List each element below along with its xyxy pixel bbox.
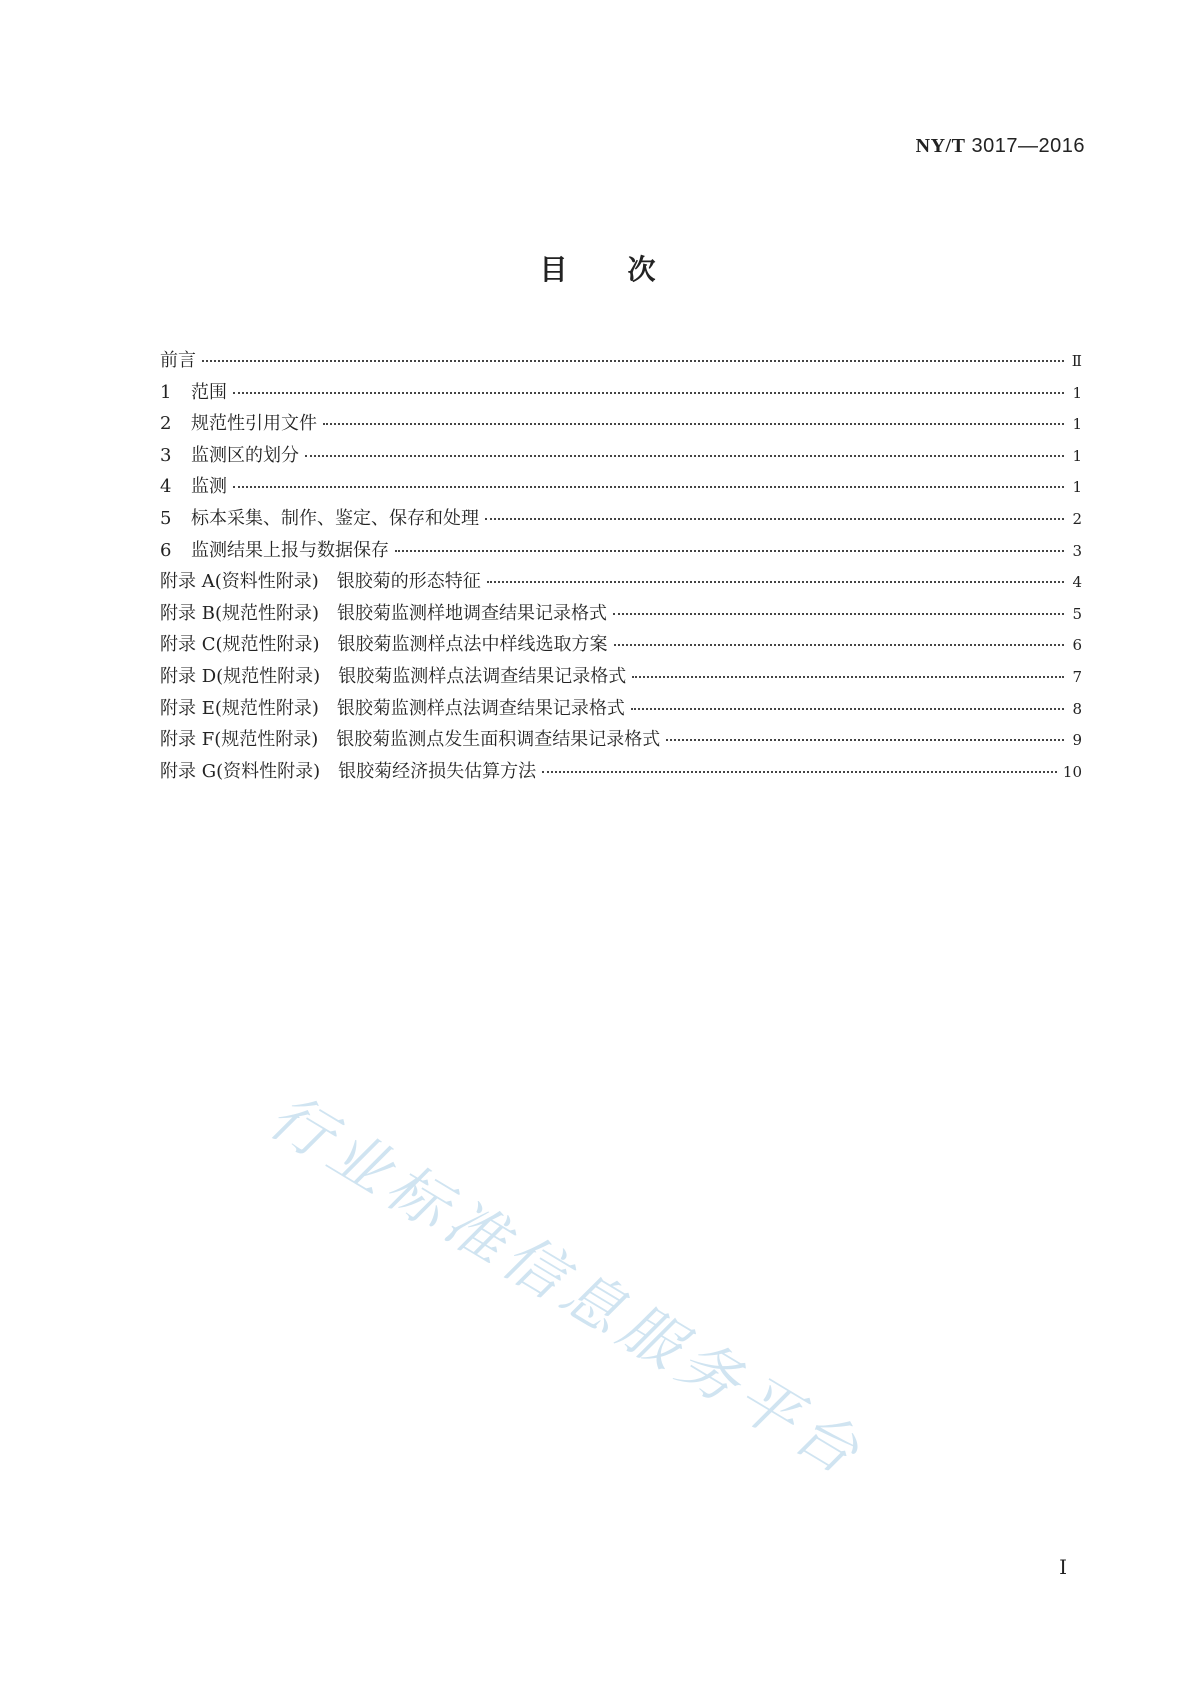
toc-entry-text: 附录 F(规范性附录) 银胶菊监测点发生面积调查结果记录格式 <box>160 729 661 751</box>
toc-entry-page: 6 <box>1072 636 1082 655</box>
toc-entry-text: 标本采集、制作、鉴定、保存和处理 <box>191 507 479 529</box>
toc-leader-dots <box>485 518 1064 520</box>
toc-entry-label <box>160 567 487 593</box>
toc-leader-dots <box>542 771 1057 773</box>
toc-leader-dots <box>614 644 1064 646</box>
toc-entry-text: 附录 G(资料性附录) 银胶菊经济损失估算方法 <box>160 760 537 782</box>
toc-entry-page: 8 <box>1072 699 1082 718</box>
toc-entry-label <box>160 441 305 467</box>
toc-entry-label <box>160 378 233 404</box>
toc-entry[interactable] <box>160 662 1082 694</box>
toc-entry[interactable] <box>160 409 1082 441</box>
toc-entry-text: 监测 <box>191 476 227 498</box>
toc-entry-number: 3 <box>160 444 172 466</box>
toc-entry-number: 1 <box>160 381 172 403</box>
standard-prefix: NY/T <box>915 135 966 157</box>
toc-entry-page: 7 <box>1072 667 1082 686</box>
toc-entry[interactable] <box>160 725 1082 757</box>
toc-entry[interactable] <box>160 346 1082 378</box>
toc-entry-label <box>160 630 614 656</box>
toc-leader-dots <box>305 455 1064 457</box>
toc-leader-dots <box>666 739 1064 741</box>
toc-entry-text: 规范性引用文件 <box>191 413 317 435</box>
toc-entry[interactable] <box>160 504 1082 536</box>
toc-entry-label <box>160 662 632 688</box>
toc-leader-dots <box>395 550 1064 552</box>
toc-leader-dots <box>202 360 1064 362</box>
toc-entry[interactable] <box>160 599 1082 631</box>
toc-title: 目次 <box>539 253 716 286</box>
table-of-contents <box>160 346 1082 788</box>
toc-leader-dots <box>613 613 1064 615</box>
toc-entry[interactable] <box>160 757 1082 789</box>
toc-entry-label <box>160 757 542 783</box>
toc-entry-label <box>160 725 666 751</box>
toc-entry-page: 9 <box>1072 731 1082 750</box>
toc-entry-text: 附录 B(规范性附录) 银胶菊监测样地调查结果记录格式 <box>160 602 607 624</box>
toc-entry-text: 附录 D(规范性附录) 银胶菊监测样点法调查结果记录格式 <box>160 665 627 687</box>
toc-entry-page: 1 <box>1072 383 1082 402</box>
toc-entry-label <box>160 536 395 562</box>
toc-entry-number: 4 <box>160 476 172 498</box>
toc-entry-text: 监测区的划分 <box>191 444 299 466</box>
toc-entry-label <box>160 599 613 625</box>
toc-entry-text: 附录 E(规范性附录) 银胶菊监测样点法调查结果记录格式 <box>160 697 625 719</box>
toc-leader-dots <box>233 392 1064 394</box>
standard-number: 3017—2016 <box>971 135 1085 157</box>
toc-entry-number: 5 <box>160 507 172 529</box>
toc-entry-text: 附录 C(规范性附录) 银胶菊监测样点法中样线选取方案 <box>160 634 608 656</box>
toc-entry-label <box>160 504 485 530</box>
toc-entry[interactable] <box>160 472 1082 504</box>
toc-leader-dots <box>233 486 1064 488</box>
page-number: I <box>1059 1555 1067 1579</box>
toc-entry-number: 6 <box>160 539 172 561</box>
toc-entry-text: 范围 <box>191 381 227 403</box>
toc-entry-text: 前言 <box>160 350 196 371</box>
toc-leader-dots <box>323 423 1064 425</box>
toc-entry-page: 4 <box>1072 573 1082 592</box>
toc-entry[interactable] <box>160 567 1082 599</box>
toc-entry[interactable] <box>160 536 1082 568</box>
toc-entry-label <box>160 409 323 435</box>
toc-leader-dots <box>631 708 1064 710</box>
toc-leader-dots <box>487 581 1064 583</box>
toc-entry-label <box>160 346 202 372</box>
toc-entry-page: Ⅱ <box>1071 352 1082 370</box>
toc-entry-page: 3 <box>1072 541 1082 560</box>
toc-entry[interactable] <box>160 694 1082 726</box>
toc-entry-number: 2 <box>160 413 172 435</box>
toc-entry-page: 1 <box>1072 415 1082 434</box>
toc-entry-text: 附录 A(资料性附录) 银胶菊的形态特征 <box>160 571 481 593</box>
toc-entry-label <box>160 694 631 720</box>
standard-code <box>916 135 1085 158</box>
toc-entry-page: 2 <box>1072 509 1082 528</box>
toc-leader-dots <box>632 676 1064 678</box>
toc-entry-page: 5 <box>1072 604 1082 623</box>
toc-entry-page: 10 <box>1062 762 1082 781</box>
toc-entry[interactable] <box>160 630 1082 662</box>
toc-entry[interactable] <box>160 441 1082 473</box>
toc-entry-page: 1 <box>1072 446 1082 465</box>
toc-entry-page: 1 <box>1072 478 1082 497</box>
toc-entry[interactable] <box>160 378 1082 410</box>
toc-entry-label <box>160 472 233 498</box>
watermark: 行业标准信息服务平台 <box>257 1081 877 1492</box>
toc-entry-text: 监测结果上报与数据保存 <box>191 539 389 561</box>
